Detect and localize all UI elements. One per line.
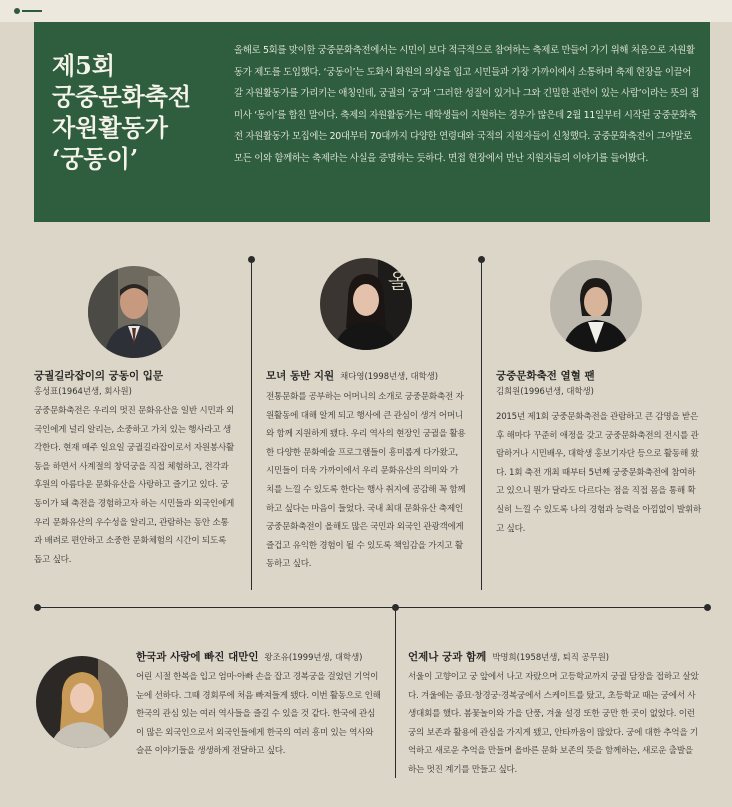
entry-title-chae — [266, 368, 438, 383]
entry-person-hong: 홍성표(1964년생, 회사원) — [34, 386, 132, 396]
avatar-kim — [550, 260, 642, 352]
entry-title-text: 언제나 궁과 함께 — [408, 651, 487, 663]
avatar-chae — [320, 258, 412, 350]
divider-dot-row2-right — [704, 604, 711, 611]
entry-title-kim — [496, 368, 595, 383]
entry-title-text: 모녀 동반 지원 — [266, 370, 335, 382]
entry-person-wang: 왕조유(1999년생, 대학생) — [264, 652, 363, 662]
avatar-wang — [36, 656, 128, 748]
entry-person-kim: 김희원(1996년생, 대학생) — [496, 386, 594, 396]
entry-body-kim: 2015년 제1회 궁중문화축전을 관람하고 큰 감명을 받은 후 해마다 꾸준히 애정을 갖고 궁중문화축전의 전시를 관람하거나 시민배우, 대학생 홍보기자단 등으로 활동해 왔다. 1회 축전 개최 때부터 5년째 궁중문화축전에 참여하고 있으니 뭔가 달라도 다르다는 점을 직접 몸을 통해 확실히 느낄 수 있도록 나의 경험과 능력을 아낌없이 발휘하고 싶다. — [496, 412, 702, 534]
svg-text:올: 올 — [388, 269, 408, 293]
entry-person-park: 박명희(1958년생, 퇴직 공무원) — [492, 652, 610, 662]
row-divider — [38, 607, 706, 608]
entry-body-park: 서울이 고향이고 궁 앞에서 나고 자랐으며 고등학교까지 궁궐 담장을 접하고 살았다. 겨울에는 종묘·창경궁·경복궁에서 스케이트를 탔고, 초등학교 때는 궁에서 사생대회를 했다. 봄꽃놀이와 가을 단풍, 겨울 설경 또한 궁만 한 곳이 없었다. 이런 궁의 보존과 활용에 관심을 가지게 됐고, 안타까움이 많았다. 궁에 대한 추억을 기억하고 새로운 추억을 만들며 올바른 문화 보존의 뜻을 함께하는, 새로운 출발을 하는 멋진 계기를 만들고 싶다. — [408, 672, 699, 775]
column-divider-1 — [251, 260, 252, 590]
top-dot — [14, 8, 20, 14]
entry-title-park — [408, 649, 609, 664]
entry-title-text: 한국과 사랑에 빠진 대만인 — [136, 651, 259, 663]
column-divider-2 — [481, 260, 482, 590]
entry-person-chae: 채다영(1998년생, 대학생) — [340, 371, 439, 381]
header-box — [34, 22, 710, 222]
column-divider-3 — [395, 608, 396, 778]
entry-title-wang — [136, 649, 362, 664]
entry-body-hong: 궁중문화축전은 우리의 멋진 문화유산을 일반 시민과 외국인에게 널리 알리는, 소중하고 가치 있는 행사라고 생각한다. 현재 매주 일요일 궁궐길라잡이로서 자원봉사활동을 하면서 사계절의 창덕궁을 직접 체험하고, 전각과 후원의 아름다운 문화유산을 사랑하고 즐기고 있다. 궁동이가 돼 축전을 경험하고자 하는 시민들과 외국인에게 우리 문화유산의 우수성을 알리고, 관람하는 동안 소통과 배려로 편안하고 소중한 문화체험의 시간이 되도록 돕고 싶다. — [34, 406, 235, 565]
intro-paragraph: 올해로 5회를 맞이한 궁중문화축전에서는 시민이 보다 적극적으로 참여하는 축제로 만들어 가기 위해 처음으로 자원활동가 제도를 도입했다. ‘궁동이’는 도화서 화원의 의상을 입고 시민들과 가장 가까이에서 소통하며 축제 현장을 이끌어 갈 자원활동가를 가리키는 애칭인데, 궁궐의 ‘궁’과 ‘그러한 성질이 있거나 그와 긴밀한 관련이 있는 사람’이라는 뜻의 접미사 ‘동이’를 합친 말이다. 축제의 자원활동가는 대학생들이 지원하는 경우가 많은데 2월 11일부터 시작된 궁중문화축전 자원활동가 모집에는 20대부터 70대까지 다양한 연령대와 국적의 지원자들이 신청했다. 궁중문화축전이 그야말로 모든 이와 함께하는 축제라는 사실을 증명하는 듯하다. 면접 현장에서 만난 지원자들의 이야기를 들어봤다. — [234, 45, 700, 164]
page-title: 제5회 궁중문화축전 자원활동가 ‘궁동이’ — [52, 51, 192, 173]
top-rule — [22, 10, 42, 12]
entry-title-text: 궁궐길라잡이의 궁동이 입문 — [34, 370, 164, 382]
entry-title-hong — [34, 368, 163, 383]
entry-title-text: 궁중문화축전 열혈 팬 — [496, 370, 595, 382]
avatar-hong — [88, 266, 180, 358]
entry-body-wang: 어린 시절 한복을 입고 엄마·아빠 손을 잡고 경복궁을 걸었던 기억이 눈에 선하다. 그때 경회루에 처음 빠져들게 됐다. 이번 활동으로 인해 한국의 관심 있는 여러 역사들을 즐길 수 있을 것 같다. 한국에 관심이 많은 외국인으로서 외국인들에게 한국의 여러 흥미 있는 역사와 슬픈 이야기들을 생생하게 전달하고 싶다. — [136, 672, 381, 757]
top-strip — [0, 0, 732, 22]
entry-body-chae: 전통문화를 공부하는 어머니의 소개로 궁중문화축전 자원활동에 대해 알게 되고 행사에 큰 관심이 생겨 어머니와 함께 지원하게 됐다. 우리 역사의 현장인 궁궐을 활용한 다양한 문화예술 프로그램들이 흥미롭게 다가왔고, 시민들이 더욱 가까이에서 우리 문화유산의 의미와 가치를 느낄 수 있도록 한다는 행사 취지에 공감해 꼭 함께하고 싶다는 마음이 들었다. 국내 최대 문화유산 축제인 궁중문화축전이 올해도 많은 국민과 외국인 관광객에게 즐겁고 유익한 경험이 될 수 있도록 책임감을 가지고 활동하고 싶다. — [266, 392, 466, 570]
